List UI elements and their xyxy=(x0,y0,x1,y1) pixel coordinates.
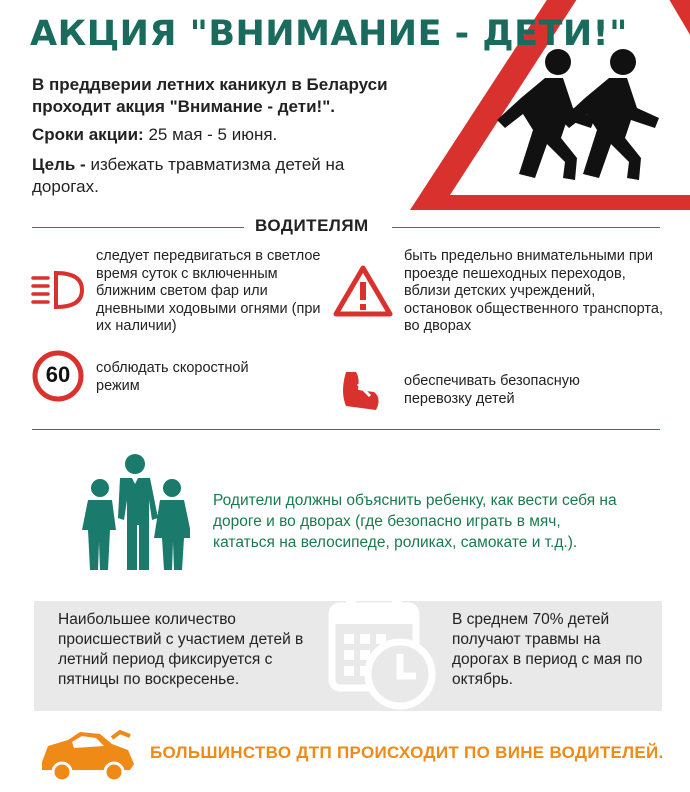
section-rule-right xyxy=(392,227,660,228)
child-seat-icon xyxy=(336,368,388,414)
drivers-section-title: ВОДИТЕЛЯМ xyxy=(255,216,369,235)
dates-label: Сроки акции: xyxy=(32,125,144,144)
goal-label: Цель - xyxy=(32,155,86,174)
family-icon xyxy=(80,450,190,572)
driver-item-attention: быть предельно внимательными при проезде пешеходных переходов, вблизи детских учреждений, остановок общественного транспорта, во дворах xyxy=(404,248,664,335)
divider-rule xyxy=(32,429,660,430)
footer-statement: БОЛЬШИНСТВО ДТП ПРОИСХОДИТ ПО ВИНЕ ВОДИТЕЛЕЙ. xyxy=(150,743,664,762)
crashed-car-icon xyxy=(38,728,138,784)
speed-limit-badge: 60 xyxy=(45,362,71,387)
calendar-clock-icon xyxy=(316,590,438,714)
intro-text: В преддверии летних каникул в Беларуси проходит акция "Внимание - дети!". xyxy=(32,75,388,116)
goal-value: избежать травматизма детей на дорогах. xyxy=(32,155,345,196)
driver-item-lights: следует передвигаться в светлое время суток с включенным ближним светом фар или дневными ходовыми огнями (при их наличии) xyxy=(96,248,321,335)
driver-item-child-transport: обеспечивать безопасную перевозку детей xyxy=(404,373,580,407)
driver-item-speed: соблюдать скоростной режим xyxy=(96,360,249,394)
parents-advice: Родители должны объяснить ребенку, как вести себя на дороге и во дворах (где безопасно играть в мяч, кататься на велосипеде, роликах, самокате и т.д.). xyxy=(213,492,617,551)
stats-seasonal: В среднем 70% детей получают травмы на дорогах в период с мая по октябрь. xyxy=(452,611,643,688)
campaign-goal xyxy=(32,154,372,198)
warning-triangle-icon xyxy=(332,264,394,318)
stats-weekend: Наибольшее количество происшествий с участием детей в летний период фиксируется с пятницы по воскресенье. xyxy=(58,611,304,688)
page-title: АКЦИЯ "ВНИМАНИЕ - ДЕТИ!" xyxy=(30,14,628,54)
section-rule-left xyxy=(32,227,244,228)
campaign-dates xyxy=(32,124,277,146)
headlight-icon xyxy=(30,270,85,310)
dates-value: 25 мая - 5 июня. xyxy=(143,125,278,144)
